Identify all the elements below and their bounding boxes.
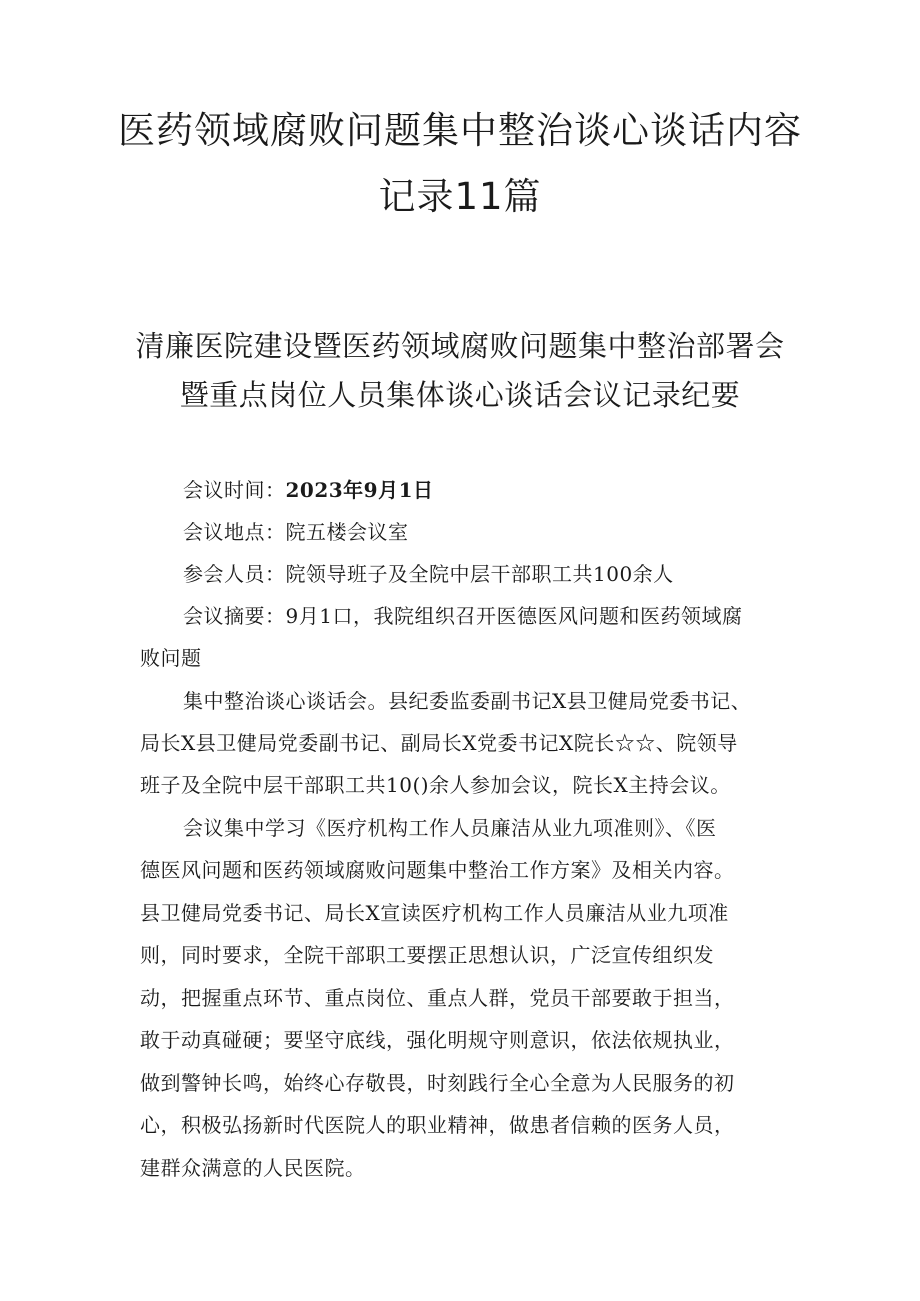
body-line: 则，同时要求，全院干部职工要摆正思想认识，广泛宣传组织发 [140,943,714,967]
meeting-summary [183,606,742,626]
meeting-summary-value: 9月1口，我院组织召开医德医风问题和医药领域腐 [285,604,743,628]
body-line: 心，积极弘扬新时代医院人的职业精神，做患者信赖的医务人员， [140,1113,735,1137]
meeting-place [183,522,409,542]
meeting-title-line-1: 清廉医院建设暨医药领域腐败问题集中整治部署会 [135,329,785,363]
body-line: 局长X县卫健局党委副书记、副局长X党委书记X院长☆☆、院领导 [140,731,738,755]
body-line: 班子及全院中层干部职工共10()余人参加会议，院长X主持会议。 [140,773,731,797]
meeting-summary-label: 会议摘要： [183,604,286,628]
body-line: 会议集中学习《医疗机构工作人员廉洁从业九项准则》、《医 [183,816,717,840]
meeting-attendees-value: 院领导班子及全院中层干部职工共100余人 [285,562,674,586]
meeting-place-label: 会议地点： [183,520,286,544]
body-line: 建群众满意的人民医院。 [140,1156,366,1180]
meeting-place-value: 院五楼会议室 [285,520,409,544]
body-line: 敢于动真碰硬；要坚守底线，强化明规守则意识，依法依规执业， [140,1028,735,1052]
meeting-attendees [183,564,674,584]
meeting-attendees-label: 参会人员： [183,562,286,586]
document-title-line-2: 记录11篇 [378,175,542,218]
meeting-title-line-2: 暨重点岗位人员集体谈心谈话会议记录纪要 [179,378,741,412]
meeting-time-value: 2023年9月1日 [285,478,434,502]
body-line: 县卫健局党委书记、局长X宣读医疗机构工作人员廉洁从业九项准 [140,901,729,925]
body-line: 动，把握重点环节、重点岗位、重点人群，党员干部要敢于担当， [140,986,735,1010]
meeting-time-label: 会议时间： [183,478,286,502]
document-title-line-1: 医药领域腐败问题集中整治谈心谈话内容 [118,109,802,152]
body-line: 做到警钟长鸣，始终心存敬畏，时刻践行全心全意为人民服务的初 [140,1071,735,1095]
meeting-time [183,480,434,500]
body-line: 集中整治谈心谈话会。县纪委监委副书记X县卫健局党委书记、 [183,689,752,713]
meeting-summary-continued: 败问题 [140,646,202,670]
body-line: 德医风问题和医药领域腐败问题集中整治工作方案》及相关内容。 [140,858,735,882]
